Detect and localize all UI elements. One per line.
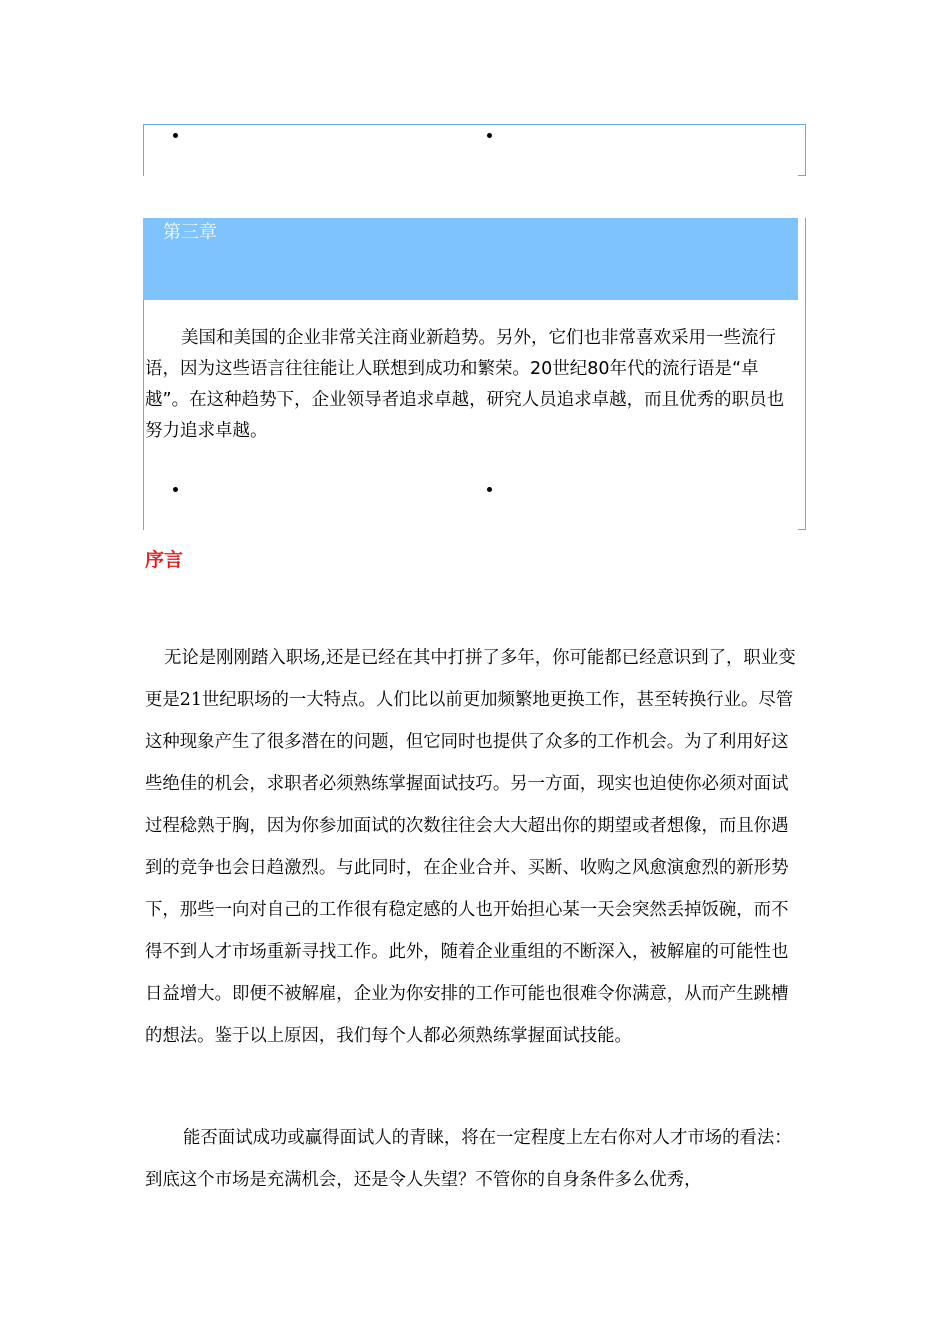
bullet-marker [173, 133, 178, 138]
bullet-marker [487, 487, 492, 492]
bullet-marker [173, 487, 178, 492]
top-text-frame [143, 124, 806, 176]
chapter-title: 第三章 [163, 222, 217, 243]
frame-corner-tick [798, 175, 806, 176]
preface-paragraph: 无论是刚刚踏入职场,还是已经在其中打拼了多年，你可能都已经意识到了，职业变更是21世纪职场的一大特点。人们比以前更加频繁地更换工作，甚至转换行业。尽管这种现象产生了很多潜在的问题，但它同时也提供了众多的工作机会。为了利用好这些绝佳的机会，求职者必须熟练掌握面试技巧。另一方面，现实也迫使你必须对面试过程稔熟于胸，因为你参加面试的次数往往会大大超出你的期望或者想像，而且你遇到的竞争也会日趋激烈。与此同时，在企业合并、买断、收购之风愈演愈烈的新形势下，那些一向对自己的工作很有稳定感的人也开始担心某一天会突然丢掉饭碗，而不得不到人才市场重新寻找工作。此外，随着企业重组的不断深入，被解雇的可能性也日益增大。即便不被解雇，企业为你安排的工作可能也很难令你满意，从而产生跳槽的想法。鉴于以上原因，我们每个人都必须熟练掌握面试技能。 [145, 648, 796, 1046]
preface-paragraph: 能否面试成功或赢得面试人的青睐，将在一定程度上左右你对人才市场的看法：到底这个市场是充满机会，还是令人失望？不管你的自身条件多么优秀， [145, 1128, 792, 1190]
chapter-banner [143, 218, 798, 300]
frame-corner-tick [798, 529, 806, 530]
bullet-marker [487, 133, 492, 138]
frame-left-edge [143, 124, 144, 176]
preface-heading: 序言 [145, 549, 184, 571]
chapter-intro-text: 美国和美国的企业非常关注商业新趋势。另外，它们也非常喜欢采用一些流行语，因为这些语言往往能让人联想到成功和繁荣。20世纪80年代的流行语是“卓越”。在这种趋势下，企业领导者追求卓越，研究人员追求卓越，而且优秀的职员也努力追求卓越。 [145, 328, 785, 441]
frame-right-edge [805, 124, 806, 176]
frame-top-edge [143, 124, 806, 125]
frame-right-edge [805, 218, 806, 530]
